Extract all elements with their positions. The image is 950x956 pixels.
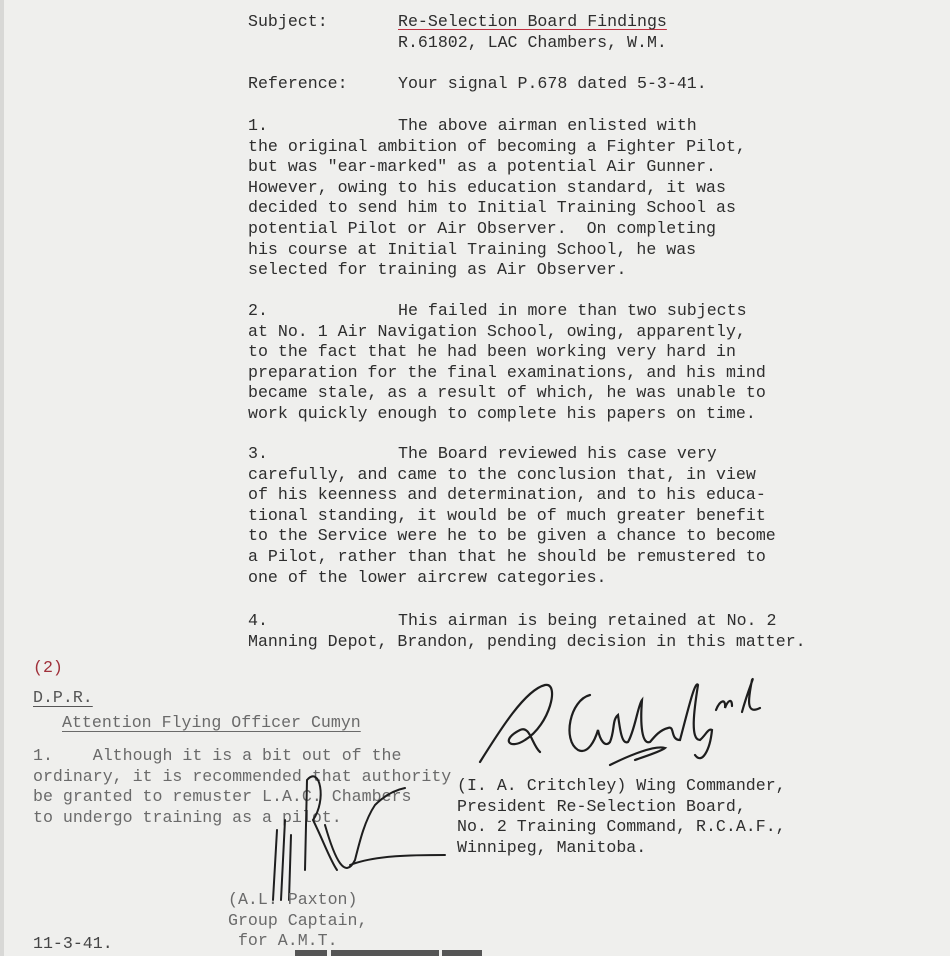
paragraph-line: selected for training as Air Observer. (248, 260, 627, 280)
paragraph-3 (248, 444, 776, 588)
minute-number: (2) (33, 658, 63, 677)
minute-sig-block (228, 890, 367, 952)
paragraph-line: at No. 1 Air Navigation School, owing, apparently, (248, 321, 746, 341)
sig-line: President Re-Selection Board, (457, 796, 746, 816)
paragraph-number: 1. (248, 116, 268, 135)
paragraph-number: 4. (248, 611, 268, 630)
sig-line: No. 2 Training Command, R.C.A.F., (457, 817, 786, 837)
subject-line2: R.61802, LAC Chambers, W.M. (398, 33, 667, 52)
paragraph-line: However, owing to his education standard, it was (248, 177, 726, 197)
minute-attention: Attention Flying Officer Cumyn (62, 713, 361, 732)
paragraph-text: He failed in more than two subjects (398, 301, 747, 320)
paragraph-line: Manning Depot, Brandon, pending decision in this matter. (248, 631, 806, 651)
minute-addressee: D.P.R. (33, 688, 93, 707)
paragraph-line: one of the lower aircrew categories. (248, 567, 607, 587)
minute-sig-line: (A.L. Paxton) (228, 890, 358, 909)
paragraph-line: became stale, as a result of which, he was unable to (248, 383, 766, 403)
paragraph-text: The Board reviewed his case very (398, 444, 717, 463)
paragraph-number: 3. (248, 444, 268, 463)
paragraph-line: a Pilot, rather than that he should be remustered to (248, 546, 766, 566)
minute-line: ordinary, it is recommended that authority (33, 766, 452, 786)
paragraph-2 (248, 301, 766, 425)
viewer-bar (442, 950, 482, 956)
paragraph-line (248, 444, 776, 465)
paragraph-line: potential Pilot or Air Observer. On completing (248, 218, 717, 238)
minute-line: Although it is a bit out of the (92, 746, 402, 765)
page-edge (0, 0, 4, 956)
paragraph-line: his course at Initial Training School, he was (248, 239, 697, 259)
viewer-bar (331, 950, 439, 956)
paragraph-line: carefully, and came to the conclusion that, in view (248, 464, 756, 484)
paragraph-line: tional standing, it would be of much greater benefit (248, 505, 766, 525)
paxton-signature (265, 760, 455, 910)
minute-sig-line: Group Captain, (228, 910, 368, 930)
paragraph-line: but was "ear-marked" as a potential Air Gunner. (248, 157, 717, 177)
paragraph-line: to the Service were he to be given a chance to become (248, 526, 776, 546)
paragraph-line (248, 301, 766, 322)
paragraph-line: preparation for the final examinations, and his mind (248, 362, 766, 382)
minute-date: 11-3-41. (33, 934, 113, 953)
paragraph-text: This airman is being retained at No. 2 (398, 611, 777, 630)
sig-line: (I. A. Critchley) Wing Commander, (457, 776, 786, 795)
paragraph-text: The above airman enlisted with (398, 116, 697, 135)
signature-block-text (457, 776, 786, 858)
critchley-signature (470, 670, 770, 770)
minute-line: to undergo training as a pilot. (33, 807, 342, 827)
paragraph-line: the original ambition of becoming a Fighter Pilot, (248, 136, 746, 156)
minute-line: be granted to remuster L.A.C. Chambers (33, 787, 412, 807)
paragraph-line: to the fact that he had been working very hard in (248, 342, 736, 362)
viewer-bar (295, 950, 327, 956)
paragraph-line (248, 611, 806, 632)
paragraph-line: decided to send him to Initial Training School as (248, 198, 736, 218)
paragraph-line: of his keenness and determination, and to his educa- (248, 485, 766, 505)
paragraph-1 (248, 116, 746, 281)
paragraph-line (248, 116, 746, 137)
minute-para-num: 1. (33, 746, 53, 765)
reference-label: Reference: (248, 74, 348, 93)
paragraph-4 (248, 611, 806, 652)
reference-text: Your signal P.678 dated 5-3-41. (398, 74, 707, 93)
minute-sig-line: for A.M.T. (237, 931, 338, 951)
subject-label: Subject: (248, 12, 328, 31)
subject-title: Re-Selection Board Findings (398, 12, 667, 31)
paragraph-number: 2. (248, 301, 268, 320)
paragraph-line: work quickly enough to complete his papers on time. (248, 403, 756, 423)
sig-line: Winnipeg, Manitoba. (457, 837, 647, 857)
